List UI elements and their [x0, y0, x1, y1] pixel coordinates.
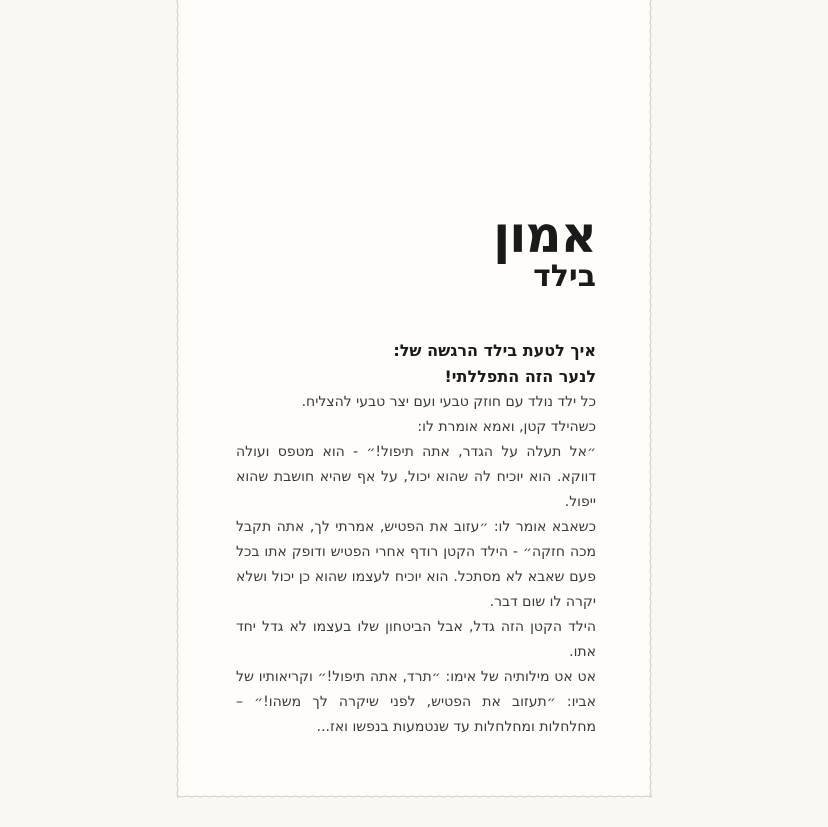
- article-card: [176, 0, 652, 798]
- paragraph-6: אט אט מילותיה של אימו: ״תרד, אתה תיפול!״ וקריאותיו של אביו: ״תעזוב את הפטיש, לפני שיקרה לך משהו!״ – מחלחלות ומחלחלות עד שנטמעות בנפשו ואז...: [236, 669, 596, 735]
- heading-line-1: איך לטעת בילד הרגשה של:: [393, 341, 596, 360]
- paragraph-5: הילד הקטן הזה גדל, אבל הביטחון שלו בעצמו לא גדל יחד אתו.: [236, 619, 596, 660]
- paragraph-3: ״אל תעלה על הגדר, אתה תיפול!״ - הוא מטפס ועולה דווקא. הוא יוכיח לה שהוא יכול, על אף שהיא חושבת שהוא ייפול.: [236, 444, 596, 510]
- paragraph-2: כשהילד קטן, ואמא אומרת לו:: [417, 419, 596, 435]
- paragraph-4: כשאבא אומר לו: ״עזוב את הפטיש, אמרתי לך, אתה תקבל מכה חזקה״ - הילד הקטן רודף אחרי הפטיש ודופק אתו בכל פעם שאבא לא מסתכל. הוא יוכיח לעצמו שהוא כן יכול ושלא יקרה לו שום דבר.: [236, 519, 596, 610]
- article-title: אמון: [493, 206, 596, 264]
- paragraph-1: כל ילד נולד עם חוזק טבעי ועם יצר טבעי להצליח.: [301, 394, 596, 410]
- article-subtitle: בילד: [533, 259, 596, 294]
- title-block: [336, 206, 596, 294]
- heading-line-2: לנער הזה התפללתי!: [444, 367, 596, 386]
- article-body: [236, 338, 596, 740]
